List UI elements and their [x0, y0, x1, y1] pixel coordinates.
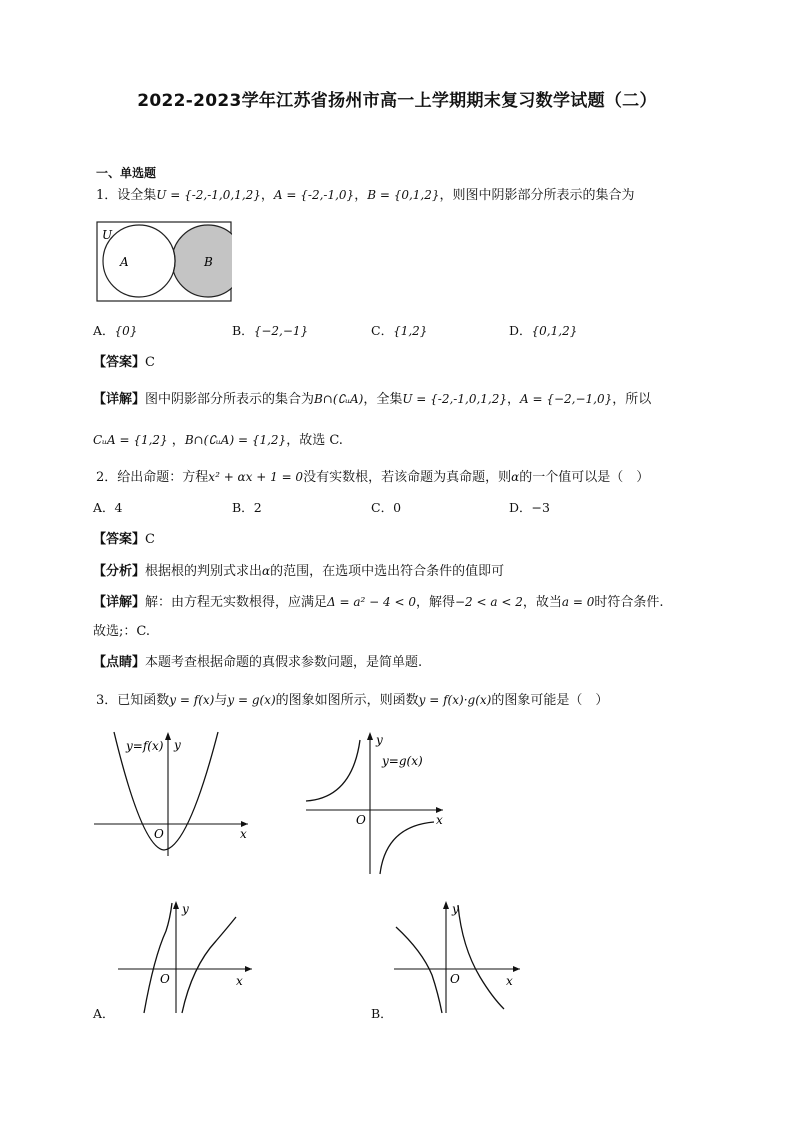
question-text: 给出命题：方程 [117, 470, 209, 485]
option-b[interactable] [232, 498, 262, 518]
math-expression: CᵤA = {1,2} [93, 433, 168, 447]
option-d[interactable] [509, 321, 577, 341]
question-text: 的图象如图所示，则函数 [275, 693, 419, 708]
document-title: 2022-2023学年江苏省扬州市高一上学期期末复习数学试题（二） [137, 91, 657, 111]
option-a-label[interactable]: A． [93, 1006, 115, 1021]
graph-option-a[interactable] [112, 897, 262, 1015]
g-label: y=g(x) [382, 754, 423, 768]
analysis-text: 根据根的判别式求出 [145, 564, 263, 579]
analysis-text: 的范围，在选项中选出符合条件的值即可 [270, 564, 505, 579]
detail-line-1 [93, 592, 664, 613]
option-text: −3 [531, 500, 550, 515]
option-text: {0,1,2} [531, 324, 578, 338]
punctuation: ， [260, 188, 274, 203]
math-expression: −2 < a < 2 [455, 595, 523, 609]
comment-text: 本题考查根据命题的真假求参数问题，是简单题. [145, 655, 423, 670]
detail-text: ，故选 C. [286, 433, 343, 448]
analysis-tag: 【分析】 [93, 564, 146, 579]
x-label: x [506, 974, 513, 988]
option-a[interactable] [93, 321, 137, 341]
section-heading: 一、单选题 [96, 166, 157, 180]
answer-value: C [145, 355, 155, 370]
question-1-stem [96, 185, 635, 206]
curve-right [458, 905, 504, 1009]
math-expression: U = {-2,-1,0,1,2} [402, 392, 507, 406]
x-axis-arrow [513, 966, 520, 972]
set-b-circle [172, 225, 232, 297]
answer-tag: 【答案】 [93, 355, 146, 370]
answer-value: C [145, 532, 155, 547]
comment-line [93, 653, 422, 673]
question-number: 3． [96, 693, 118, 708]
option-b[interactable] [232, 321, 308, 341]
y-axis-arrow [165, 732, 171, 740]
venn-diagram [96, 221, 232, 302]
math-expression: y = g(x) [227, 693, 276, 707]
option-c[interactable] [371, 498, 401, 518]
y-axis-arrow [443, 901, 449, 909]
answer-line [93, 530, 155, 550]
option-text: {−2,−1} [253, 324, 309, 338]
question-text: 没有实数根，若该命题为真命题，则 [303, 470, 512, 485]
option-text: {1,2} [393, 324, 428, 338]
g-curve-right [380, 822, 434, 874]
graph-option-b[interactable] [388, 897, 528, 1015]
option-text: 0 [393, 500, 402, 515]
detail-text: 时符合条件. [594, 595, 664, 610]
punctuation: ， [506, 392, 520, 407]
venn-b-label: B [204, 255, 213, 269]
set-a-circle [103, 225, 175, 297]
math-expression: A = {-2,-1,0} [273, 188, 355, 202]
option-letter: C． [371, 500, 394, 515]
question-text: ，则图中阴影部分所表示的集合为 [439, 188, 635, 203]
option-d[interactable] [509, 498, 550, 518]
question-text: 的一个值可以是（ ） [519, 470, 650, 485]
detail-text: ，全集 [363, 392, 403, 407]
math-expression: A = {−2,−1,0} [520, 392, 613, 406]
detail-text: 图中阴影部分所表示的集合为 [145, 392, 315, 407]
curve-left [144, 903, 172, 1013]
math-expression: U = {-2,-1,0,1,2} [156, 188, 261, 202]
y-axis-arrow [173, 901, 179, 909]
detail-text: ，解得 [415, 595, 455, 610]
option-text: {0} [114, 324, 138, 338]
answer-line [93, 353, 155, 373]
option-a[interactable] [93, 498, 122, 518]
option-letter: B． [232, 323, 254, 338]
option-b-label[interactable]: B． [371, 1006, 393, 1021]
math-expression: x² + αx + 1 = 0 [208, 470, 304, 484]
question-number: 2． [96, 470, 118, 485]
math-expression: B∩(∁ᵤA) = {1,2} [184, 433, 287, 447]
origin-label: O [154, 827, 164, 841]
y-label: y [376, 733, 383, 747]
option-letter: D． [509, 323, 532, 338]
detail-text: ，所以 [612, 392, 652, 407]
math-expression: B = {0,1,2} [367, 188, 440, 202]
question-text: 的图象可能是（ ） [491, 693, 609, 708]
comment-tag: 【点睛】 [93, 655, 146, 670]
venn-a-label: A [120, 255, 129, 269]
math-expression: α [511, 470, 520, 484]
math-expression: B∩(∁ᵤA) [314, 392, 364, 406]
math-expression: Δ = a² − 4 < 0 [327, 595, 416, 609]
curve-left [396, 927, 442, 1013]
detail-text: 解：由方程无实数根得，应满足 [145, 595, 328, 610]
option-text: 2 [253, 500, 262, 515]
y-label: y [452, 902, 459, 916]
detail-tag: 【详解】 [93, 595, 146, 610]
detail-line-2: 故选;：C. [93, 624, 150, 639]
punctuation: ， [354, 188, 368, 203]
y-label: y [174, 738, 181, 752]
x-label: x [236, 974, 243, 988]
option-text: 4 [114, 500, 123, 515]
origin-label: O [356, 813, 366, 827]
y-axis-arrow [367, 732, 373, 740]
detail-line-1 [93, 389, 651, 410]
math-expression: y = f(x)·g(x) [418, 693, 492, 707]
question-3-stem [96, 690, 608, 711]
option-letter: A． [93, 500, 115, 515]
detail-text: ，故当 [522, 595, 562, 610]
option-c[interactable] [371, 321, 427, 341]
question-number: 1． [96, 188, 118, 203]
curve-right [182, 917, 236, 1013]
origin-label: O [450, 972, 460, 986]
question-text: 与 [214, 693, 228, 708]
answer-tag: 【答案】 [93, 532, 146, 547]
punctuation: ， [167, 433, 185, 448]
x-label: x [436, 813, 443, 827]
math-expression: α [262, 564, 271, 578]
y-label: y [182, 902, 189, 916]
option-letter: C． [371, 323, 394, 338]
option-letter: D． [509, 500, 532, 515]
graph-g [300, 728, 450, 878]
graph-f [90, 728, 255, 863]
detail-tag: 【详解】 [93, 392, 146, 407]
f-label: y=f(x) [126, 739, 164, 753]
detail-line-2 [93, 430, 343, 451]
math-expression: a = 0 [561, 595, 595, 609]
math-expression: y = f(x) [169, 693, 215, 707]
x-label: x [240, 827, 247, 841]
option-letter: B． [232, 500, 254, 515]
venn-u-label: U [102, 228, 113, 242]
question-text: 设全集 [117, 188, 157, 203]
analysis-line [93, 561, 504, 582]
g-curve-left [306, 740, 360, 801]
question-2-stem [96, 467, 649, 488]
x-axis-arrow [245, 966, 252, 972]
option-letter: A． [93, 323, 115, 338]
origin-label: O [160, 972, 170, 986]
question-text: 已知函数 [117, 693, 170, 708]
